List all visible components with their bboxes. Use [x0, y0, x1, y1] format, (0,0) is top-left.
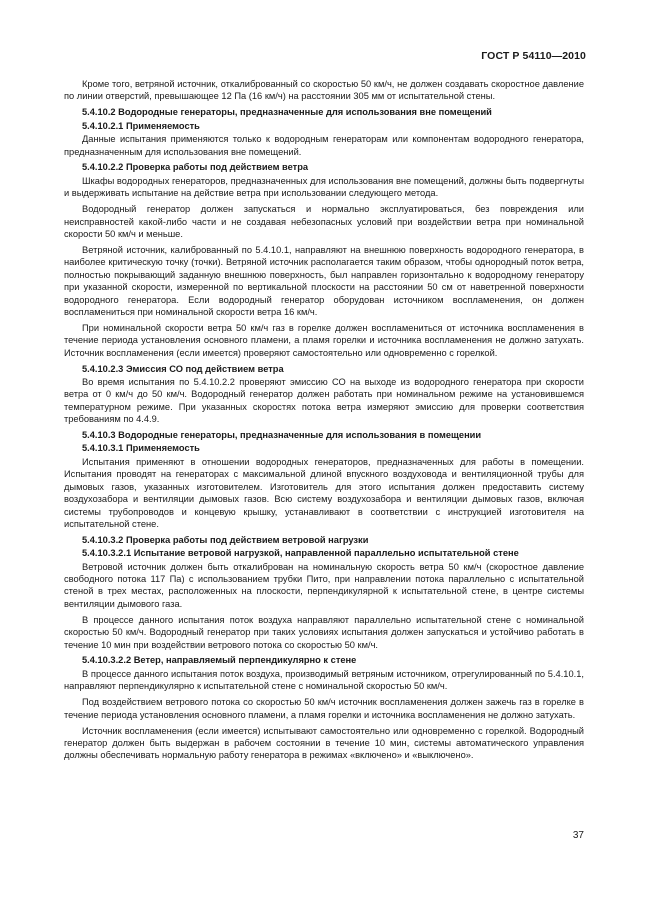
section-heading: 5.4.10.3 Водородные генераторы, предназначенные для использования в помещении	[82, 430, 482, 441]
section-heading: 5.4.10.3.2 Проверка работы под действием ветровой нагрузки	[82, 534, 369, 545]
body-paragraph: Водородный генератор должен запускаться и нормально эксплуатироваться, без повреждения или неисправностей какой-либо части и не создавая небезопасных условий при воздействии ветра при номинальной скорости 50 км/ч и меньше.	[64, 204, 584, 239]
body-paragraph: Данные испытания применяются только к водородным генераторам или компонентам водородного генератора, предназначенным для использования вне помещений.	[64, 134, 584, 157]
page-number: 37	[572, 830, 584, 841]
section-heading: 5.4.10.3.2.1 Испытание ветровой нагрузкой, направленной параллельно испытательной стене	[82, 548, 519, 559]
document-header: ГОСТ Р 54110—2010	[481, 50, 586, 62]
body-paragraph: Кроме того, ветряной источник, откалиброванный со скоростью 50 км/ч, не должен создавать скоростное давление по линии отверстий, превышающее 12 Па (16 км/ч) на расстоянии 305 мм от испытательной стены.	[64, 79, 584, 102]
body-paragraph: При номинальной скорости ветра 50 км/ч газ в горелке должен воспламениться от источника воспламенения в течение периода установления основного пламени, а пламя горелки и источника воспламенения не должно затухать. Источник воспламенения (если имеется) проверяют самостоятельно или одновременно с горелкой.	[64, 322, 584, 358]
body-paragraph: Под воздействием ветрового потока со скоростью 50 км/ч источник воспламенения должен зажечь газ в горелке в течение периода установления основного пламени, а пламя горелки и источника воспламенения не должно затухать.	[64, 697, 584, 720]
body-paragraph: Во время испытания по 5.4.10.2.2 проверяют эмиссию СО на выходе из водородного генератора при скорости ветра от 0 км/ч до 50 км/ч. Водородный генератор должен работать при номинальном режиме на установившемся температурном режиме. При указанных скоростях потока ветра измеряют эмиссию для проверки соответствия требованиям по 4.4.9.	[64, 376, 584, 425]
body-paragraph: Ветряной источник, калиброванный по 5.4.10.1, направляют на внешнюю поверхность водородного генератора, в наиболее критическую точку (точки). Ветряной источник располагается таким образом, чтобы однородный поток ветра, полностью покрывающий заданную внешнюю поверхность, был направлен горизонтально к водородному генератору при указанной скорости, измеренной по вертикальной плоскости на расстоянии 50 см от наветренной поверхности водородного генератора. Если водородный генератор оборудован источником воспламенения, он должен воспламениться при номинальной скорости ветра 16 км/ч.	[64, 244, 584, 317]
document-body	[64, 78, 584, 765]
section-heading: 5.4.10.2.3 Эмиссия СО под действием ветра	[82, 363, 284, 374]
body-paragraph: В процессе данного испытания поток воздуха направляют параллельно испытательной стене с номинальной скоростью 50 км/ч. Водородный генератор при таких условиях испытания должен запускаться и устойчиво работать в течение 10 мин при воздействии ветрового потока со скоростью 50 км/ч.	[64, 614, 584, 650]
body-paragraph: Шкафы водородных генераторов, предназначенных для использования вне помещений, должны быть подвергнуты и выдерживать испытание на действие ветра при использовании следующего метода.	[64, 175, 584, 199]
section-heading: 5.4.10.2 Водородные генераторы, предназначенные для использования вне помещений	[82, 107, 492, 118]
section-heading: 5.4.10.2.1 Применяемость	[82, 120, 200, 131]
section-heading: 5.4.10.3.1 Применяемость	[82, 443, 200, 454]
section-heading: 5.4.10.2.2 Проверка работы под действием ветра	[82, 162, 309, 173]
body-paragraph: Источник воспламенения (если имеется) испытывают самостоятельно или одновременно с горелкой. Водородный генератор должен быть выдержан в рабочем состоянии в течение 10 мин, системы автоматического управления должны обеспечивать нормальную работу генератора в режимах «включено» и «выключено».	[64, 725, 584, 761]
section-heading: 5.4.10.3.2.2 Ветер, направляемый перпендикулярно к стене	[82, 655, 357, 666]
body-paragraph: В процессе данного испытания поток воздуха, производимый ветряным источником, отрегулированный по 5.4.10.1, направляют перпендикулярно к испытательной стене с номинальной скоростью 50 км/ч.	[64, 668, 584, 692]
body-paragraph: Испытания применяют в отношении водородных генераторов, предназначенных для работы в помещении. Испытания проводят на генераторах с максимальной длиной впускного воздуховода и вентиляционной трубы для дымовых газов, указанных изготовителем. Изготовитель для этого испытания должен предоставить систему воздухозабора и вентиляции дымовых газов. Всю систему воздухозабора и вентиляции дымовых газов, включая системы трубопроводов и концевую крышку, устанавливают в соответствии с инструкцией изготовителя на испытательной стене.	[64, 456, 584, 529]
body-paragraph: Ветровой источник должен быть откалиброван на номинальную скорость ветра 50 км/ч (скоростное давление свободного потока 117 Па) с использованием трубки Пито, при направлении потока параллельно с испытательной стеной в трех местах, расположенных на плоскости, перпендикулярной к испытательной стене, в центре системы вентиляции дымового газа.	[64, 561, 584, 609]
